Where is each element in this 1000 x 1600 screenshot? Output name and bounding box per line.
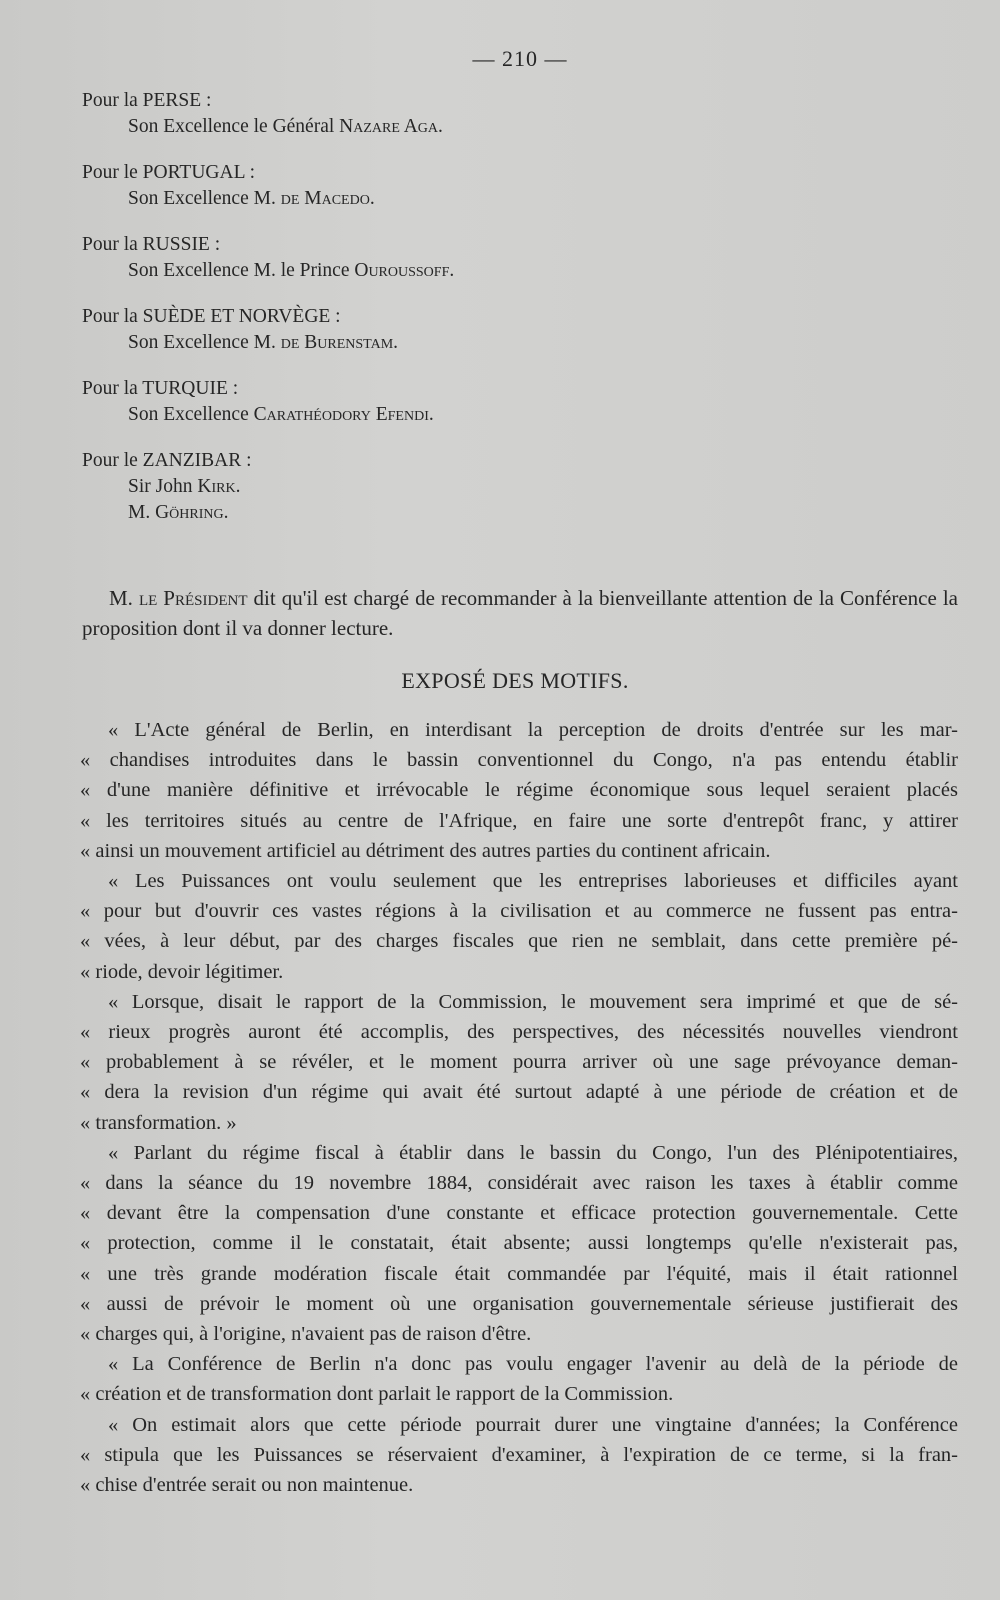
delegate-suffix: . [449, 260, 455, 281]
body-paragraph [80, 715, 958, 866]
delegate-title: Son Excellence M. le Prince [128, 260, 355, 281]
text-line: « création et de transformation dont parlait le rapport de la Commission. [80, 1383, 674, 1406]
delegate-suffix: . [223, 502, 229, 523]
delegate-name: Nazare Aga [339, 116, 439, 137]
delegate-suffix: . [369, 188, 375, 209]
body-paragraph [80, 1349, 958, 1409]
delegate-name: Carathéodory Efendi [253, 404, 429, 425]
speaker-name: M. le Président [109, 586, 248, 610]
body-paragraph [80, 1138, 958, 1349]
text-line: « protection, comme il le constatait, était absente; aussi longtemps qu'elle n'existerait pas, [80, 1232, 958, 1255]
country-label: Pour la SUÈDE ET NORVÈGE : [82, 306, 341, 327]
delegate-line [82, 402, 942, 428]
delegate-title: Son Excellence M. [128, 332, 281, 353]
country-label: Pour la PERSE : [82, 90, 212, 111]
text-line: « dera la revision d'un régime qui avait été surtout adapté à une période de création et de [80, 1081, 958, 1104]
delegate-line [82, 258, 942, 284]
text-line: « dans la séance du 19 novembre 1884, considérait avec raison les taxes à établir comme [80, 1172, 958, 1195]
delegate-title: Sir John [128, 476, 198, 497]
text-line: « probablement à se révéler, et le moment pourra arriver où une sage prévoyance deman- [80, 1051, 958, 1074]
signatory-entry [82, 304, 942, 356]
text-line: « pour but d'ouvrir ces vastes régions à la civilisation et au commerce ne fussent pas entra- [80, 900, 958, 923]
text-line: « riode, devoir légitimer. [80, 960, 284, 983]
text-line: « chise d'entrée serait ou non maintenue. [80, 1474, 414, 1497]
text-line: « Parlant du régime fiscal à établir dans le bassin du Congo, l'un des Plénipotentiaires, [108, 1141, 958, 1164]
body-paragraph [80, 866, 958, 987]
text-line: « On estimait alors que cette période pourrait durer une vingtaine d'années; la Conférence [108, 1413, 958, 1436]
delegate-name: Göhring [155, 502, 224, 523]
delegate-title: Son Excellence le Général [128, 116, 340, 137]
delegate-name: de Macedo [280, 188, 370, 209]
delegate-title: Son Excellence M. [128, 188, 281, 209]
text-line: « rieux progrès auront été accomplis, des perspectives, des nécessités nouvelles viendront [80, 1021, 958, 1044]
intro-paragraph [82, 583, 958, 643]
delegate-title: Son Excellence [128, 404, 254, 425]
delegate-name: Kirk [197, 476, 236, 497]
text-line: « ainsi un mouvement artificiel au détriment des autres parties du continent africain. [80, 839, 771, 862]
text-line: « les territoires situés au centre de l'Afrique, en faire une sorte d'entrepôt franc, y attirer [80, 809, 958, 832]
delegate-title: M. [128, 502, 156, 523]
delegate-suffix: . [428, 404, 434, 425]
section-title: EXPOSÉ DES MOTIFS. [401, 668, 629, 693]
body-text [80, 715, 958, 1500]
delegate-suffix: . [438, 116, 443, 137]
country-label: Pour le ZANZIBAR : [82, 450, 252, 471]
text-line: « La Conférence de Berlin n'a donc pas voulu engager l'avenir au delà de la période de [108, 1353, 958, 1376]
delegate-line [82, 330, 942, 356]
intro-text: dit qu'il est chargé de recommander à la bienveillante attention de la Conférence la proposition dont il va donner lecture. [82, 586, 958, 640]
country-label: Pour la TURQUIE : [82, 378, 239, 399]
text-line: « vées, à leur début, par des charges fiscales que rien ne semblait, dans cette première pé- [80, 930, 958, 953]
delegate-line [82, 500, 942, 526]
text-line: « charges qui, à l'origine, n'avaient pas de raison d'être. [80, 1323, 532, 1346]
text-line: « devant être la compensation d'une constante et efficace protection gouvernementale. Cette [80, 1202, 958, 1225]
signatory-entry [82, 376, 942, 428]
text-line: « L'Acte général de Berlin, en interdisant la perception de droits d'entrée sur les mar- [108, 719, 958, 741]
signatory-entry [82, 448, 942, 526]
text-line: « Les Puissances ont voulu seulement que les entreprises laborieuses et difficiles ayant [108, 870, 958, 893]
body-paragraph [80, 1410, 958, 1501]
text-line: « chandises introduites dans le bassin conventionnel du Congo, n'a pas entendu établir [80, 749, 958, 772]
delegate-name: Ouroussoff [354, 260, 450, 281]
delegate-line [82, 474, 942, 500]
delegate-suffix: . [393, 332, 399, 353]
country-label: Pour la RUSSIE : [82, 234, 221, 255]
text-line: « une très grande modération fiscale était commandée par l'équité, mais il était rationnel [80, 1262, 958, 1285]
delegate-line [82, 114, 942, 140]
signatory-entry [82, 88, 942, 140]
text-line: « transformation. » [80, 1111, 237, 1134]
text-line: « Lorsque, disait le rapport de la Commission, le mouvement sera imprimé et que de sé- [108, 990, 958, 1013]
delegate-line [82, 186, 942, 212]
country-label: Pour le PORTUGAL : [82, 162, 256, 183]
body-paragraph [80, 987, 958, 1138]
signatories-list [82, 88, 942, 546]
text-line: « d'une manière définitive et irrévocable le régime économique sous lequel seraient placés [80, 779, 958, 802]
delegate-name: de Burenstam [280, 332, 394, 353]
page-number: — 210 — [472, 46, 568, 71]
delegate-suffix: . [235, 476, 241, 497]
signatory-entry [82, 232, 942, 284]
text-line: « aussi de prévoir le moment où une organisation gouvernementale sérieuse justifierait des [80, 1292, 958, 1315]
text-line: « stipula que les Puissances se réservaient d'examiner, à l'expiration de ce terme, si la fran- [80, 1443, 958, 1466]
signatory-entry [82, 160, 942, 212]
